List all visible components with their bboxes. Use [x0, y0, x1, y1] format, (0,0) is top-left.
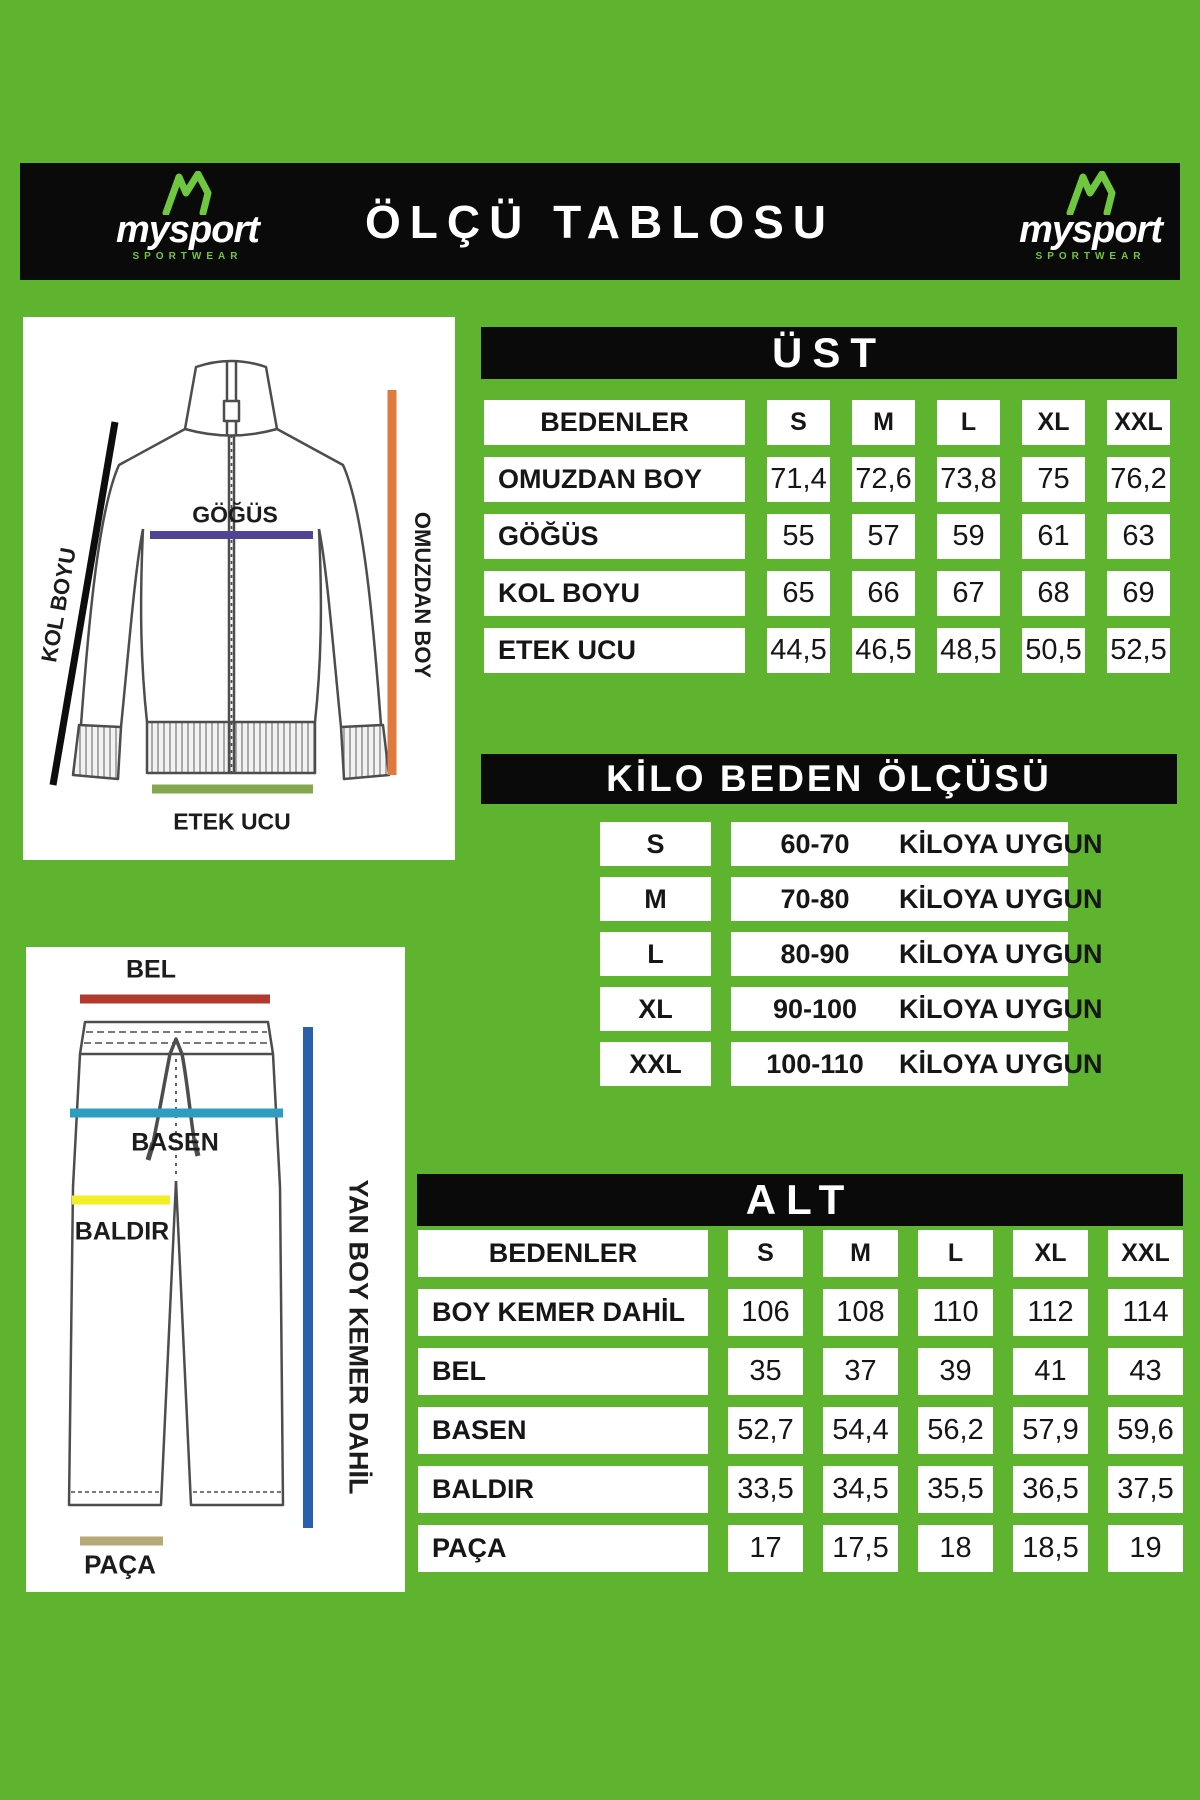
row-label: BOY KEMER DAHİL: [418, 1289, 708, 1336]
weight-suffix: KİLOYA UYGUN: [899, 938, 1103, 969]
brand-name: mysport: [116, 209, 259, 251]
table-row: [418, 1466, 1183, 1513]
value-cell: 43: [1108, 1348, 1183, 1395]
table-row: [484, 628, 1170, 673]
value-cell: 44,5: [767, 628, 830, 673]
brand-logo-right: [1019, 171, 1162, 262]
table-row: [418, 1525, 1183, 1572]
value-cell: 37,5: [1108, 1466, 1183, 1513]
weight-size-label: XL: [600, 987, 711, 1031]
value-cell: 112: [1013, 1289, 1088, 1336]
value-cell: 63: [1107, 514, 1170, 559]
weight-size-row: [600, 932, 1103, 976]
weight-suffix: KİLOYA UYGUN: [899, 883, 1103, 914]
value-cell: 108: [823, 1289, 898, 1336]
bel-label: BEL: [126, 955, 176, 984]
weight-range: 90-100: [772, 993, 858, 1024]
row-label: PAÇA: [418, 1525, 708, 1572]
paca-label: PAÇA: [84, 1549, 156, 1580]
row-label: BALDIR: [418, 1466, 708, 1513]
table-row: [418, 1348, 1183, 1395]
weight-range-cell: [731, 932, 1103, 976]
omuzdan-boy-label: OMUZDAN BOY: [410, 511, 435, 679]
value-cell: 48,5: [937, 628, 1000, 673]
weight-suffix: KİLOYA UYGUN: [899, 1048, 1103, 1079]
column-header-size: XXL: [1107, 400, 1170, 445]
weight-size-label: S: [600, 822, 711, 866]
ust-section-bar: [481, 327, 1177, 379]
weight-range-cell: [731, 987, 1103, 1031]
value-cell: 67: [937, 571, 1000, 616]
weight-size-label: L: [600, 932, 711, 976]
alt-size-table: [418, 1230, 1183, 1572]
value-cell: 76,2: [1107, 457, 1170, 502]
value-cell: 57: [852, 514, 915, 559]
value-cell: 18,5: [1013, 1525, 1088, 1572]
row-label: KOL BOYU: [484, 571, 745, 616]
value-cell: 57,9: [1013, 1407, 1088, 1454]
column-header-bedenler: BEDENLER: [418, 1230, 708, 1277]
row-label: BASEN: [418, 1407, 708, 1454]
value-cell: 68: [1022, 571, 1085, 616]
weight-range: 60-70: [780, 828, 850, 859]
value-cell: 65: [767, 571, 830, 616]
column-header-size: S: [728, 1230, 803, 1277]
value-cell: 66: [852, 571, 915, 616]
column-header-size: M: [823, 1230, 898, 1277]
weight-size-label: M: [600, 877, 711, 921]
gogus-label: GÖĞÜS: [192, 501, 278, 528]
value-cell: 59,6: [1108, 1407, 1183, 1454]
value-cell: 33,5: [728, 1466, 803, 1513]
weight-suffix: KİLOYA UYGUN: [899, 828, 1103, 859]
etek-ucu-label: ETEK UCU: [173, 808, 291, 835]
brand-logo-left: [116, 171, 259, 262]
header-bar: [20, 163, 1180, 280]
value-cell: 18: [918, 1525, 993, 1572]
table-row: [418, 1289, 1183, 1336]
value-cell: 106: [728, 1289, 803, 1336]
value-cell: 39: [918, 1348, 993, 1395]
table-row: [418, 1407, 1183, 1454]
value-cell: 55: [767, 514, 830, 559]
value-cell: 17: [728, 1525, 803, 1572]
value-cell: 35,5: [918, 1466, 993, 1513]
value-cell: 50,5: [1022, 628, 1085, 673]
value-cell: 52,5: [1107, 628, 1170, 673]
kilo-section-title: KİLO BEDEN ÖLÇÜSÜ: [606, 758, 1052, 799]
value-cell: 54,4: [823, 1407, 898, 1454]
column-header-size: L: [937, 400, 1000, 445]
value-cell: 61: [1022, 514, 1085, 559]
brand-subtitle: SPORTWEAR: [132, 251, 243, 262]
basen-label: BASEN: [131, 1128, 219, 1157]
row-label: BEL: [418, 1348, 708, 1395]
value-cell: 41: [1013, 1348, 1088, 1395]
value-cell: 17,5: [823, 1525, 898, 1572]
value-cell: 73,8: [937, 457, 1000, 502]
kilo-section-bar: [481, 754, 1177, 804]
weight-size-row: [600, 877, 1103, 921]
weight-size-label: XXL: [600, 1042, 711, 1086]
row-label: OMUZDAN BOY: [484, 457, 745, 502]
ust-size-table: [484, 400, 1170, 673]
brand-subtitle: SPORTWEAR: [1035, 251, 1146, 262]
value-cell: 110: [918, 1289, 993, 1336]
kol-boyu-label: KOL BOYU: [36, 545, 81, 665]
weight-size-row: [600, 987, 1103, 1031]
kilo-size-table: [600, 822, 1103, 1086]
value-cell: 35: [728, 1348, 803, 1395]
weight-range: 100-110: [766, 1048, 864, 1079]
column-header-size: XL: [1013, 1230, 1088, 1277]
column-header-bedenler: BEDENLER: [484, 400, 745, 445]
table-row: [484, 571, 1170, 616]
value-cell: 59: [937, 514, 1000, 559]
pants-diagram: [26, 947, 405, 1592]
brand-name: mysport: [1019, 209, 1162, 251]
table-row: [484, 514, 1170, 559]
value-cell: 46,5: [852, 628, 915, 673]
weight-size-row: [600, 822, 1103, 866]
column-header-size: XXL: [1108, 1230, 1183, 1277]
weight-range: 80-90: [780, 938, 850, 969]
weight-range: 70-80: [780, 883, 850, 914]
value-cell: 71,4: [767, 457, 830, 502]
table-row: [484, 457, 1170, 502]
value-cell: 75: [1022, 457, 1085, 502]
jacket-diagram: [23, 317, 455, 860]
column-header-size: XL: [1022, 400, 1085, 445]
value-cell: 52,7: [728, 1407, 803, 1454]
value-cell: 36,5: [1013, 1466, 1088, 1513]
row-label: ETEK UCU: [484, 628, 745, 673]
value-cell: 114: [1108, 1289, 1183, 1336]
column-header-size: M: [852, 400, 915, 445]
column-header-size: S: [767, 400, 830, 445]
table-header-row: [418, 1230, 1183, 1277]
weight-range-cell: [731, 1042, 1103, 1086]
value-cell: 72,6: [852, 457, 915, 502]
column-header-size: L: [918, 1230, 993, 1277]
value-cell: 19: [1108, 1525, 1183, 1572]
ust-section-title: ÜST: [772, 329, 886, 376]
row-label: GÖĞÜS: [484, 514, 745, 559]
baldir-label: BALDIR: [74, 1217, 170, 1246]
weight-size-row: [600, 1042, 1103, 1086]
table-header-row: [484, 400, 1170, 445]
weight-suffix: KİLOYA UYGUN: [899, 993, 1103, 1024]
value-cell: 37: [823, 1348, 898, 1395]
value-cell: 34,5: [823, 1466, 898, 1513]
value-cell: 56,2: [918, 1407, 993, 1454]
page-title: ÖLÇÜ TABLOSU: [364, 195, 836, 248]
jacket-line-art: [23, 317, 455, 860]
weight-range-cell: [731, 822, 1103, 866]
value-cell: 69: [1107, 571, 1170, 616]
alt-section-bar: [417, 1174, 1183, 1226]
yan-boy-label: YAN BOY KEMER DAHİL: [343, 1179, 374, 1495]
alt-section-title: ALT: [745, 1176, 855, 1223]
weight-range-cell: [731, 877, 1103, 921]
